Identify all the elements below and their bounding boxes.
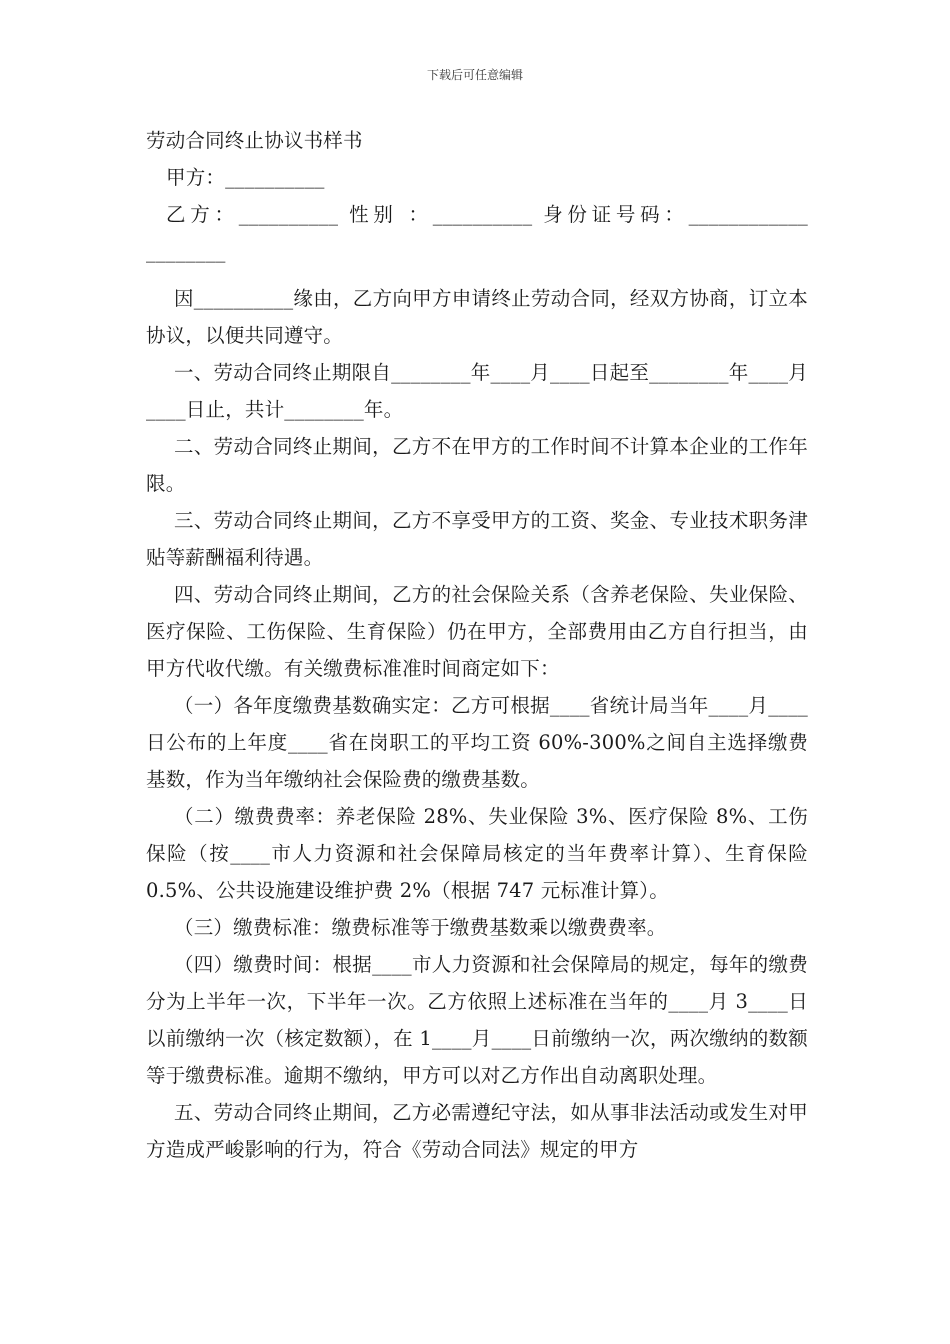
clause-5: 五、劳动合同终止期间，乙方必需遵纪守法，如从事非法活动或发生对甲方造成严峻影响的行为，符合《劳动合同法》规定的甲方 <box>146 1101 808 1161</box>
clause-4: 四、劳动合同终止期间，乙方的社会保险关系（含养老保险、失业保险、医疗保险、工伤保险、生育保险）仍在甲方，全部费用由乙方自行担当，由甲方代收代缴。有关缴费标准准时间商定如下： <box>146 583 808 680</box>
clause-4-sub-3: （三）缴费标准：缴费标准等于缴费基数乘以缴费费率。 <box>174 916 667 939</box>
clause-2: 二、劳动合同终止期间，乙方不在甲方的工作时间不计算本企业的工作年限。 <box>146 435 808 495</box>
page-header-note: 下载后可任意编辑 <box>426 68 523 82</box>
clause-1: 一、劳动合同终止期限自________年____月____日起至________年____月____日止，共计________年。 <box>146 361 808 421</box>
clause-4-sub-4: （四）缴费时间：根据____市人力资源和社会保障局的规定，每年的缴费分为上半年一次，下半年一次。乙方依照上述标准在当年的____月 3____日以前缴纳一次（核定数额），在 1____月____日前缴纳一次，两次缴纳的数额等于缴费标准。逾期不缴纳，甲方可以对乙方作出自动离职处理。 <box>146 953 808 1087</box>
party-a-line: 甲方：__________ <box>166 166 325 189</box>
clause-4-sub-2: （二）缴费费率：养老保险 28%、失业保险 3%、医疗保险 8%、工伤保险（按____市人力资源和社会保障局核定的当年费率计算）、生育保险 0.5%、公共设施建设维护费 2%（根据 747 元标准计算）。 <box>146 805 808 902</box>
party-b-line: 乙方：__________ 性别 ：__________ 身份证号码：____________ ________ <box>146 203 808 263</box>
paragraph-reason: 因__________缘由，乙方向甲方申请终止劳动合同，经双方协商，订立本协议，以便共同遵守。 <box>146 287 808 347</box>
clause-3: 三、劳动合同终止期间，乙方不享受甲方的工资、奖金、专业技术职务津贴等薪酬福利待遇。 <box>146 509 808 569</box>
document-body <box>146 122 808 1168</box>
clause-4-sub-1: （一）各年度缴费基数确实定：乙方可根据____省统计局当年____月____日公布的上年度____省在岗职工的平均工资 60%-300%之间自主选择缴费基数，作为当年缴纳社会保险费的缴费基数。 <box>146 694 808 791</box>
document-title: 劳动合同终止协议书样书 <box>146 129 363 152</box>
